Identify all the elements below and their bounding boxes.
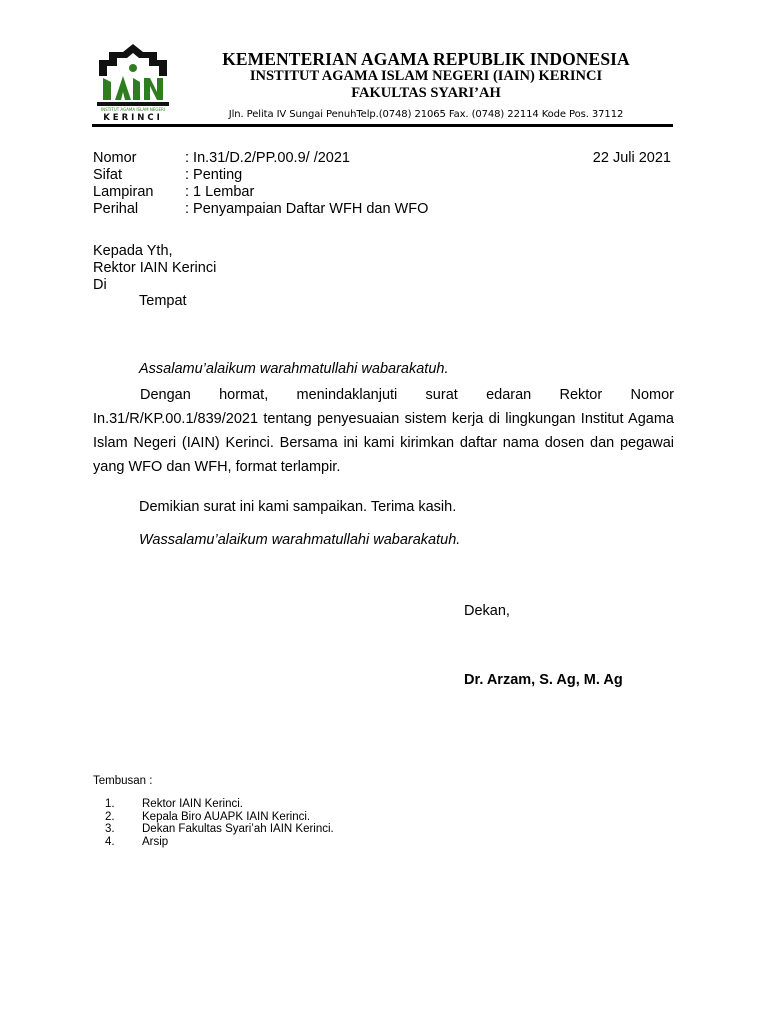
logo-subtext: INSTITUT AGAMA ISLAM NEGERI (101, 107, 165, 112)
list-item (105, 798, 405, 811)
list-item-text: Kepala Biro AUAPK IAIN Kerinci. (142, 810, 311, 823)
list-item (105, 811, 405, 824)
institute-title: INSTITUT AGAMA ISLAM NEGERI (IAIN) KERINCI (249, 68, 603, 84)
opening-greeting: Assalamu’alaikum warahmatullahi wabarakatuh. (139, 361, 449, 377)
ministry-title: KEMENTERIAN AGAMA REPUBLIK INDONESIA (222, 49, 630, 69)
list-item-number: 4. (105, 835, 115, 848)
recipient-di: Di (93, 277, 107, 293)
letter-date: 22 Juli 2021 (592, 150, 671, 166)
meta-label-nomor: Nomor (93, 150, 137, 166)
recipient-name: Rektor IAIN Kerinci (93, 260, 217, 276)
institute-address: Jln. Pelita IV Sungai PenuhTelp.(0748) 21065 Fax. (0748) 22114 Kode Pos. 37112 (228, 109, 624, 120)
list-item-number: 1. (105, 798, 115, 810)
closing-greeting: Wassalamu’alaikum warahmatullahi wabarakatuh. (139, 532, 461, 548)
list-item-number: 2. (105, 810, 115, 823)
list-item (105, 836, 405, 849)
iain-kerinci-logo (93, 42, 173, 122)
recipient-salutation: Kepada Yth, (93, 243, 173, 259)
meta-label-perihal: Perihal (93, 201, 139, 217)
list-item-text: Arsip (142, 835, 169, 848)
tembusan-list (105, 798, 405, 848)
meta-value-perihal: : Penyampaian Daftar WFH dan WFO (185, 201, 429, 217)
closing-sentence: Demikian surat ini kami sampaikan. Terima kasih. (139, 499, 457, 515)
signature-title: Dekan, (464, 603, 510, 619)
signature-name: Dr. Arzam, S. Ag, M. Ag (464, 672, 623, 688)
list-item-text: Dekan Fakultas Syari’ah IAIN Kerinci. (142, 823, 334, 835)
list-item (105, 823, 405, 836)
meta-value-sifat: : Penting (185, 167, 243, 183)
meta-value-nomor: : In.31/D.2/PP.00.9/ /2021 (185, 150, 350, 166)
meta-value-lampiran: : 1 Lembar (185, 184, 255, 200)
meta-label-lampiran: Lampiran (93, 184, 154, 200)
list-item-number: 3. (105, 823, 115, 835)
body-paragraph: Dengan hormat, menindaklanjuti surat edaran Rektor Nomor In.31/R/KP.00.1/839/2021 tentang penyesuaian sistem kerja di lingkungan Institut Agama Islam Negeri (IAIN) Kerinci. Bersama ini kami kirimkan daftar nama dosen dan pegawai yang WFO dan WFH, format terlampir. (93, 387, 674, 475)
faculty-title: FAKULTAS SYARI’AH (351, 85, 501, 101)
list-item-text: Rektor IAIN Kerinci. (142, 798, 243, 810)
letterhead-divider (92, 124, 673, 127)
logo-text: KERINCI (103, 113, 163, 122)
meta-label-sifat: Sifat (93, 167, 123, 183)
tembusan-heading: Tembusan : (93, 775, 153, 787)
recipient-place: Tempat (139, 293, 187, 309)
